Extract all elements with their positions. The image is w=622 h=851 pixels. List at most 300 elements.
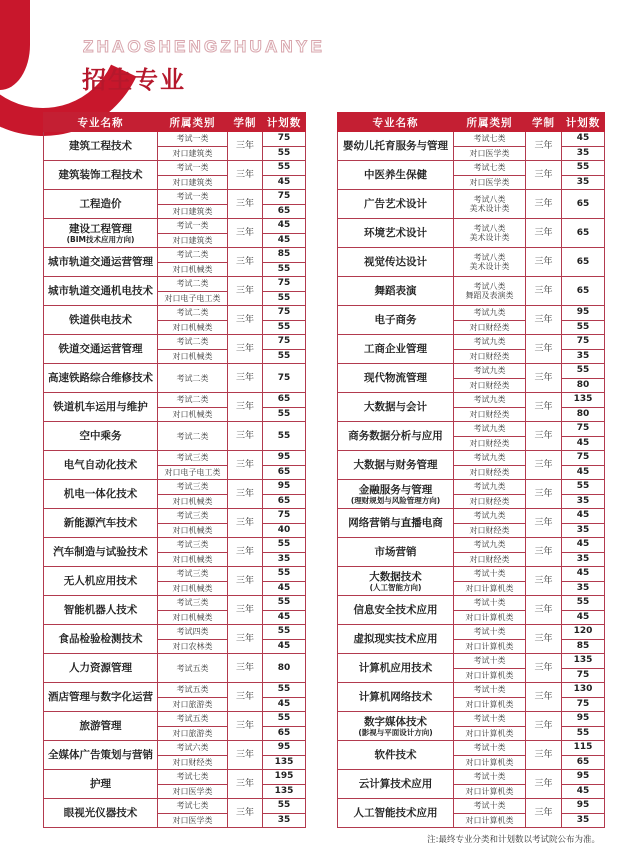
category-cell: 考试七类: [158, 799, 228, 814]
major-name-cell: [44, 219, 158, 248]
category-cell: 对口财经类: [454, 465, 526, 480]
category-cell: 考试三类: [158, 596, 228, 611]
major-name: 食品检验检测技术: [58, 633, 143, 645]
major-name: 无人机应用技术: [63, 575, 138, 587]
major-name-cell: [44, 161, 158, 190]
category-cell: 对口建筑类: [158, 175, 228, 190]
plan-cell: 45: [562, 509, 605, 524]
table-row: [44, 741, 306, 756]
plan-cell: 45: [263, 639, 306, 654]
table-row: [44, 161, 306, 176]
major-name-cell: [338, 567, 454, 596]
footnote: 注:最终专业分类和计划数以考试院公布为准。: [427, 835, 600, 845]
category-cell: 对口财经类: [454, 552, 526, 567]
table-row: [338, 277, 605, 306]
years-cell: 三年: [526, 248, 562, 277]
plan-cell: 45: [562, 132, 605, 147]
plan-cell: 65: [562, 248, 605, 277]
category-cell: 考试一类: [158, 161, 228, 176]
major-name: 婴幼儿托育服务与管理: [343, 140, 448, 152]
table-row: [338, 480, 605, 495]
table-row: [338, 770, 605, 785]
years-cell: 三年: [228, 625, 263, 654]
major-name: 软件技术: [374, 749, 417, 761]
plan-cell: 35: [562, 349, 605, 364]
category-cell: 考试三类: [158, 509, 228, 524]
table-row: [338, 306, 605, 321]
major-name: 数字媒体技术: [364, 715, 427, 728]
years-cell: 三年: [228, 799, 263, 828]
plan-cell: 55: [263, 146, 306, 161]
category-cell: 考试二类: [158, 422, 228, 451]
major-name: 铁道供电技术: [69, 314, 132, 326]
plan-cell: 75: [263, 335, 306, 350]
category-cell: 对口机械类: [158, 320, 228, 335]
plan-cell: 40: [263, 523, 306, 538]
plan-cell: 45: [562, 465, 605, 480]
category-cell: 对口旅游类: [158, 726, 228, 741]
major-name-cell: [44, 683, 158, 712]
category-cell: 考试九类: [454, 306, 526, 321]
category-cell: 对口财经类: [454, 378, 526, 393]
plan-cell: 35: [562, 523, 605, 538]
major-name-cell: [44, 596, 158, 625]
major-name-cell: [44, 509, 158, 538]
years-cell: 三年: [526, 596, 562, 625]
major-name-cell: [338, 190, 454, 219]
category-cell: 对口建筑类: [158, 233, 228, 248]
pinyin-heading: ZHAOSHENGZHUANYE: [83, 37, 325, 56]
major-name: 建筑工程技术: [69, 140, 132, 152]
majors-table-right: [337, 112, 605, 828]
plan-cell: 65: [263, 204, 306, 219]
category-cell: 考试二类: [158, 277, 228, 292]
category-cell: 考试二类: [158, 393, 228, 408]
major-name: 信息安全技术应用: [353, 604, 438, 616]
category-cell: 考试二类: [158, 306, 228, 321]
category-cell: 对口计算机类: [454, 668, 526, 683]
major-name-cell: [44, 451, 158, 480]
plan-cell: 55: [263, 538, 306, 553]
major-name: 大数据技术: [369, 570, 422, 583]
plan-cell: 65: [562, 277, 605, 306]
page-title: 招生专业: [82, 66, 186, 94]
major-name: 工商企业管理: [364, 343, 427, 355]
years-cell: 三年: [526, 654, 562, 683]
table-row: [338, 132, 605, 147]
major-name: 计算机网络技术: [358, 691, 433, 703]
plan-cell: 35: [562, 813, 605, 828]
plan-cell: 65: [263, 726, 306, 741]
major-direction: (影视与平面设计方向): [358, 727, 433, 737]
table-row: [44, 625, 306, 640]
major-name-cell: [338, 654, 454, 683]
table-row: [44, 799, 306, 814]
plan-cell: 95: [562, 799, 605, 814]
years-cell: 三年: [228, 161, 263, 190]
category-cell: 对口机械类: [158, 262, 228, 277]
plan-cell: 45: [263, 175, 306, 190]
plan-cell: 115: [562, 741, 605, 756]
plan-cell: 120: [562, 625, 605, 640]
category-cell: 对口计算机类: [454, 755, 526, 770]
plan-cell: 45: [562, 436, 605, 451]
table-row: [44, 567, 306, 582]
category-cell: 对口旅游类: [158, 697, 228, 712]
major-name-cell: [338, 422, 454, 451]
plan-cell: 65: [562, 190, 605, 219]
plan-cell: 55: [562, 364, 605, 379]
plan-cell: 75: [562, 422, 605, 437]
table-row: [338, 161, 605, 176]
category-cell: 考试七类: [454, 161, 526, 176]
plan-cell: 45: [562, 567, 605, 582]
plan-cell: 75: [562, 668, 605, 683]
years-cell: 三年: [526, 161, 562, 190]
category-cell: 考试十类: [454, 625, 526, 640]
major-name-cell: [338, 538, 454, 567]
major-name: 市场营销: [374, 546, 417, 558]
years-cell: 三年: [526, 625, 562, 654]
major-name-cell: [44, 654, 158, 683]
major-name: 智能机器人技术: [63, 604, 138, 616]
category-cell: 对口机械类: [158, 552, 228, 567]
years-cell: 三年: [526, 509, 562, 538]
category-cell: 考试一类: [158, 132, 228, 147]
category-cell: 考试三类: [158, 451, 228, 466]
major-name-cell: [44, 538, 158, 567]
table-row: [338, 422, 605, 437]
category-cell: 考试九类: [454, 364, 526, 379]
category-cell: 对口机械类: [158, 610, 228, 625]
category-cell: 对口电子电工类: [158, 291, 228, 306]
major-name-cell: [338, 132, 454, 161]
plan-cell: 35: [562, 494, 605, 509]
major-name: 全媒体广告策划与营销: [48, 749, 153, 761]
table-row: [338, 567, 605, 582]
col-header-plan: 计划数: [562, 113, 605, 132]
table-row: [338, 625, 605, 640]
category-cell: 对口财经类: [454, 320, 526, 335]
major-name-cell: [338, 451, 454, 480]
major-name: 金融服务与管理: [358, 483, 433, 496]
major-name: 城市轨道交通运营管理: [48, 256, 153, 268]
years-cell: 三年: [228, 422, 263, 451]
category-cell: 考试一类: [158, 219, 228, 234]
table-row: [338, 712, 605, 727]
category-cell: 考试十类: [454, 741, 526, 756]
major-name: 铁道机车运用与维护: [53, 401, 148, 413]
years-cell: 三年: [526, 190, 562, 219]
major-name: 中医养生保健: [364, 169, 427, 181]
plan-cell: 95: [263, 480, 306, 495]
major-name: 网络营销与直播电商: [348, 517, 443, 529]
major-name-cell: [44, 364, 158, 393]
plan-cell: 35: [562, 175, 605, 190]
plan-cell: 55: [263, 712, 306, 727]
years-cell: 三年: [228, 190, 263, 219]
category-cell: 考试八类 美术设计类: [454, 190, 526, 219]
category-cell: 考试二类: [158, 335, 228, 350]
plan-cell: 80: [263, 654, 306, 683]
plan-cell: 135: [263, 784, 306, 799]
major-name-cell: [338, 161, 454, 190]
category-cell: 考试十类: [454, 799, 526, 814]
table-row: [44, 480, 306, 495]
plan-cell: 55: [263, 596, 306, 611]
years-cell: 三年: [526, 712, 562, 741]
major-name: 电气自动化技术: [63, 459, 138, 471]
plan-cell: 55: [263, 320, 306, 335]
plan-cell: 75: [263, 509, 306, 524]
major-name: 高速铁路综合维修技术: [48, 372, 153, 384]
category-cell: 对口医学类: [454, 146, 526, 161]
major-name: 现代物流管理: [364, 372, 427, 384]
plan-cell: 35: [562, 552, 605, 567]
table-row: [44, 451, 306, 466]
plan-cell: 65: [263, 465, 306, 480]
major-name: 铁道交通运营管理: [58, 343, 143, 355]
category-cell: 对口财经类: [158, 755, 228, 770]
years-cell: 三年: [228, 451, 263, 480]
plan-cell: 65: [562, 219, 605, 248]
plan-cell: 55: [263, 799, 306, 814]
category-cell: 考试五类: [158, 712, 228, 727]
table-row: [338, 393, 605, 408]
category-cell: 对口农林类: [158, 639, 228, 654]
category-cell: 考试六类: [158, 741, 228, 756]
years-cell: 三年: [228, 683, 263, 712]
years-cell: 三年: [228, 219, 263, 248]
table-row: [44, 393, 306, 408]
years-cell: 三年: [526, 567, 562, 596]
years-cell: 三年: [228, 509, 263, 538]
major-name: 视觉传达设计: [364, 256, 427, 268]
plan-cell: 55: [562, 320, 605, 335]
table-row: [44, 538, 306, 553]
table-row: [44, 306, 306, 321]
table-row: [44, 364, 306, 393]
category-cell: 考试九类: [454, 335, 526, 350]
category-cell: 对口电子电工类: [158, 465, 228, 480]
plan-cell: 45: [562, 610, 605, 625]
category-cell: 考试十类: [454, 567, 526, 582]
category-cell: 考试三类: [158, 567, 228, 582]
major-name: 环境艺术设计: [364, 227, 427, 239]
plan-cell: 65: [562, 755, 605, 770]
table-row: [44, 712, 306, 727]
category-cell: 对口计算机类: [454, 784, 526, 799]
table-row: [338, 654, 605, 669]
table-row: [338, 219, 605, 248]
plan-cell: 75: [263, 190, 306, 205]
major-name-cell: [44, 422, 158, 451]
major-name-cell: [338, 712, 454, 741]
table-row: [44, 596, 306, 611]
table-row: [44, 277, 306, 292]
category-cell: 对口机械类: [158, 494, 228, 509]
plan-cell: 45: [263, 581, 306, 596]
major-name-cell: [338, 741, 454, 770]
major-name-cell: [44, 770, 158, 799]
major-name-cell: [338, 219, 454, 248]
plan-cell: 95: [562, 306, 605, 321]
major-name-cell: [44, 393, 158, 422]
plan-cell: 75: [562, 697, 605, 712]
major-name-cell: [44, 567, 158, 596]
category-cell: 考试十类: [454, 654, 526, 669]
plan-cell: 65: [263, 494, 306, 509]
years-cell: 三年: [228, 480, 263, 509]
category-cell: 对口机械类: [158, 407, 228, 422]
major-name: 人力资源管理: [69, 662, 132, 674]
plan-cell: 85: [562, 639, 605, 654]
plan-cell: 55: [562, 726, 605, 741]
major-name: 云计算技术应用: [358, 778, 433, 790]
major-name: 护理: [90, 778, 111, 790]
major-name: 酒店管理与数字化运营: [48, 691, 153, 703]
years-cell: 三年: [228, 596, 263, 625]
plan-cell: 45: [562, 784, 605, 799]
major-name: 建设工程管理: [69, 222, 132, 235]
category-cell: 对口计算机类: [454, 639, 526, 654]
category-cell: 对口机械类: [158, 581, 228, 596]
plan-cell: 55: [263, 349, 306, 364]
table-row: [338, 509, 605, 524]
category-cell: 对口医学类: [158, 784, 228, 799]
table-row: [338, 190, 605, 219]
plan-cell: 80: [562, 378, 605, 393]
table-row: [44, 335, 306, 350]
table-row: [338, 248, 605, 277]
major-name: 商务数据分析与应用: [348, 430, 443, 442]
table-row: [338, 538, 605, 553]
category-cell: 考试五类: [158, 683, 228, 698]
major-name: 眼视光仪器技术: [63, 807, 138, 819]
plan-cell: 65: [263, 393, 306, 408]
plan-cell: 55: [562, 161, 605, 176]
major-name: 电子商务: [374, 314, 417, 326]
years-cell: 三年: [228, 277, 263, 306]
plan-cell: 45: [562, 538, 605, 553]
years-cell: 三年: [228, 335, 263, 364]
plan-cell: 75: [263, 306, 306, 321]
category-cell: 考试十类: [454, 683, 526, 698]
plan-cell: 135: [562, 393, 605, 408]
years-cell: 三年: [228, 741, 263, 770]
years-cell: 三年: [526, 422, 562, 451]
plan-cell: 75: [263, 277, 306, 292]
plan-cell: 95: [263, 741, 306, 756]
col-header-plan: 计划数: [263, 113, 306, 132]
major-name-cell: [338, 596, 454, 625]
plan-cell: 195: [263, 770, 306, 785]
plan-cell: 35: [263, 552, 306, 567]
col-header-category: 所属类别: [158, 113, 228, 132]
plan-cell: 75: [263, 132, 306, 147]
major-name-cell: [44, 741, 158, 770]
plan-cell: 95: [562, 712, 605, 727]
table-row: [44, 219, 306, 234]
years-cell: 三年: [526, 364, 562, 393]
major-name-cell: [44, 248, 158, 277]
years-cell: 三年: [526, 451, 562, 480]
major-name: 机电一体化技术: [63, 488, 138, 500]
table-row: [44, 422, 306, 451]
plan-cell: 55: [263, 407, 306, 422]
years-cell: 三年: [526, 741, 562, 770]
category-cell: 考试八类 舞蹈及表演类: [454, 277, 526, 306]
plan-cell: 135: [263, 755, 306, 770]
plan-cell: 55: [263, 422, 306, 451]
major-name: 汽车制造与试验技术: [53, 546, 148, 558]
table-row: [338, 683, 605, 698]
category-cell: 考试九类: [454, 422, 526, 437]
table-row: [338, 451, 605, 466]
plan-cell: 55: [263, 683, 306, 698]
years-cell: 三年: [228, 654, 263, 683]
category-cell: 考试十类: [454, 712, 526, 727]
plan-cell: 55: [263, 291, 306, 306]
category-cell: 考试一类: [158, 190, 228, 205]
plan-cell: 45: [263, 697, 306, 712]
plan-cell: 85: [263, 248, 306, 263]
major-name-cell: [338, 509, 454, 538]
table-row: [338, 364, 605, 379]
major-name-cell: [338, 799, 454, 828]
major-direction: (理财规划与风险管理方向): [350, 495, 441, 505]
plan-cell: 35: [562, 581, 605, 596]
table-row: [338, 335, 605, 350]
table-row: [338, 799, 605, 814]
major-name-cell: [44, 190, 158, 219]
major-name-cell: [44, 712, 158, 741]
category-cell: 对口医学类: [158, 813, 228, 828]
table-row: [44, 770, 306, 785]
years-cell: 三年: [228, 364, 263, 393]
table-row: [44, 509, 306, 524]
years-cell: 三年: [526, 538, 562, 567]
category-cell: 考试二类: [158, 364, 228, 393]
major-name-cell: [44, 625, 158, 654]
plan-cell: 55: [562, 480, 605, 495]
col-header-years: 学制: [228, 113, 263, 132]
plan-cell: 35: [263, 813, 306, 828]
major-name: 大数据与财务管理: [353, 459, 438, 471]
major-name-cell: [44, 132, 158, 161]
major-name: 建筑装饰工程技术: [58, 169, 143, 181]
col-header-years: 学制: [526, 113, 562, 132]
col-header-name: 专业名称: [44, 113, 158, 132]
plan-cell: 55: [263, 567, 306, 582]
col-header-category: 所属类别: [454, 113, 526, 132]
category-cell: 考试九类: [454, 393, 526, 408]
years-cell: 三年: [526, 393, 562, 422]
category-cell: 对口计算机类: [454, 581, 526, 596]
category-cell: 对口机械类: [158, 349, 228, 364]
table-row: [44, 248, 306, 263]
years-cell: 三年: [228, 567, 263, 596]
category-cell: 对口财经类: [454, 494, 526, 509]
major-name-cell: [338, 277, 454, 306]
category-cell: 考试三类: [158, 538, 228, 553]
table-row: [44, 683, 306, 698]
major-name: 新能源汽车技术: [63, 517, 138, 529]
plan-cell: 135: [562, 654, 605, 669]
category-cell: 对口机械类: [158, 523, 228, 538]
plan-cell: 130: [562, 683, 605, 698]
category-cell: 考试十类: [454, 596, 526, 611]
